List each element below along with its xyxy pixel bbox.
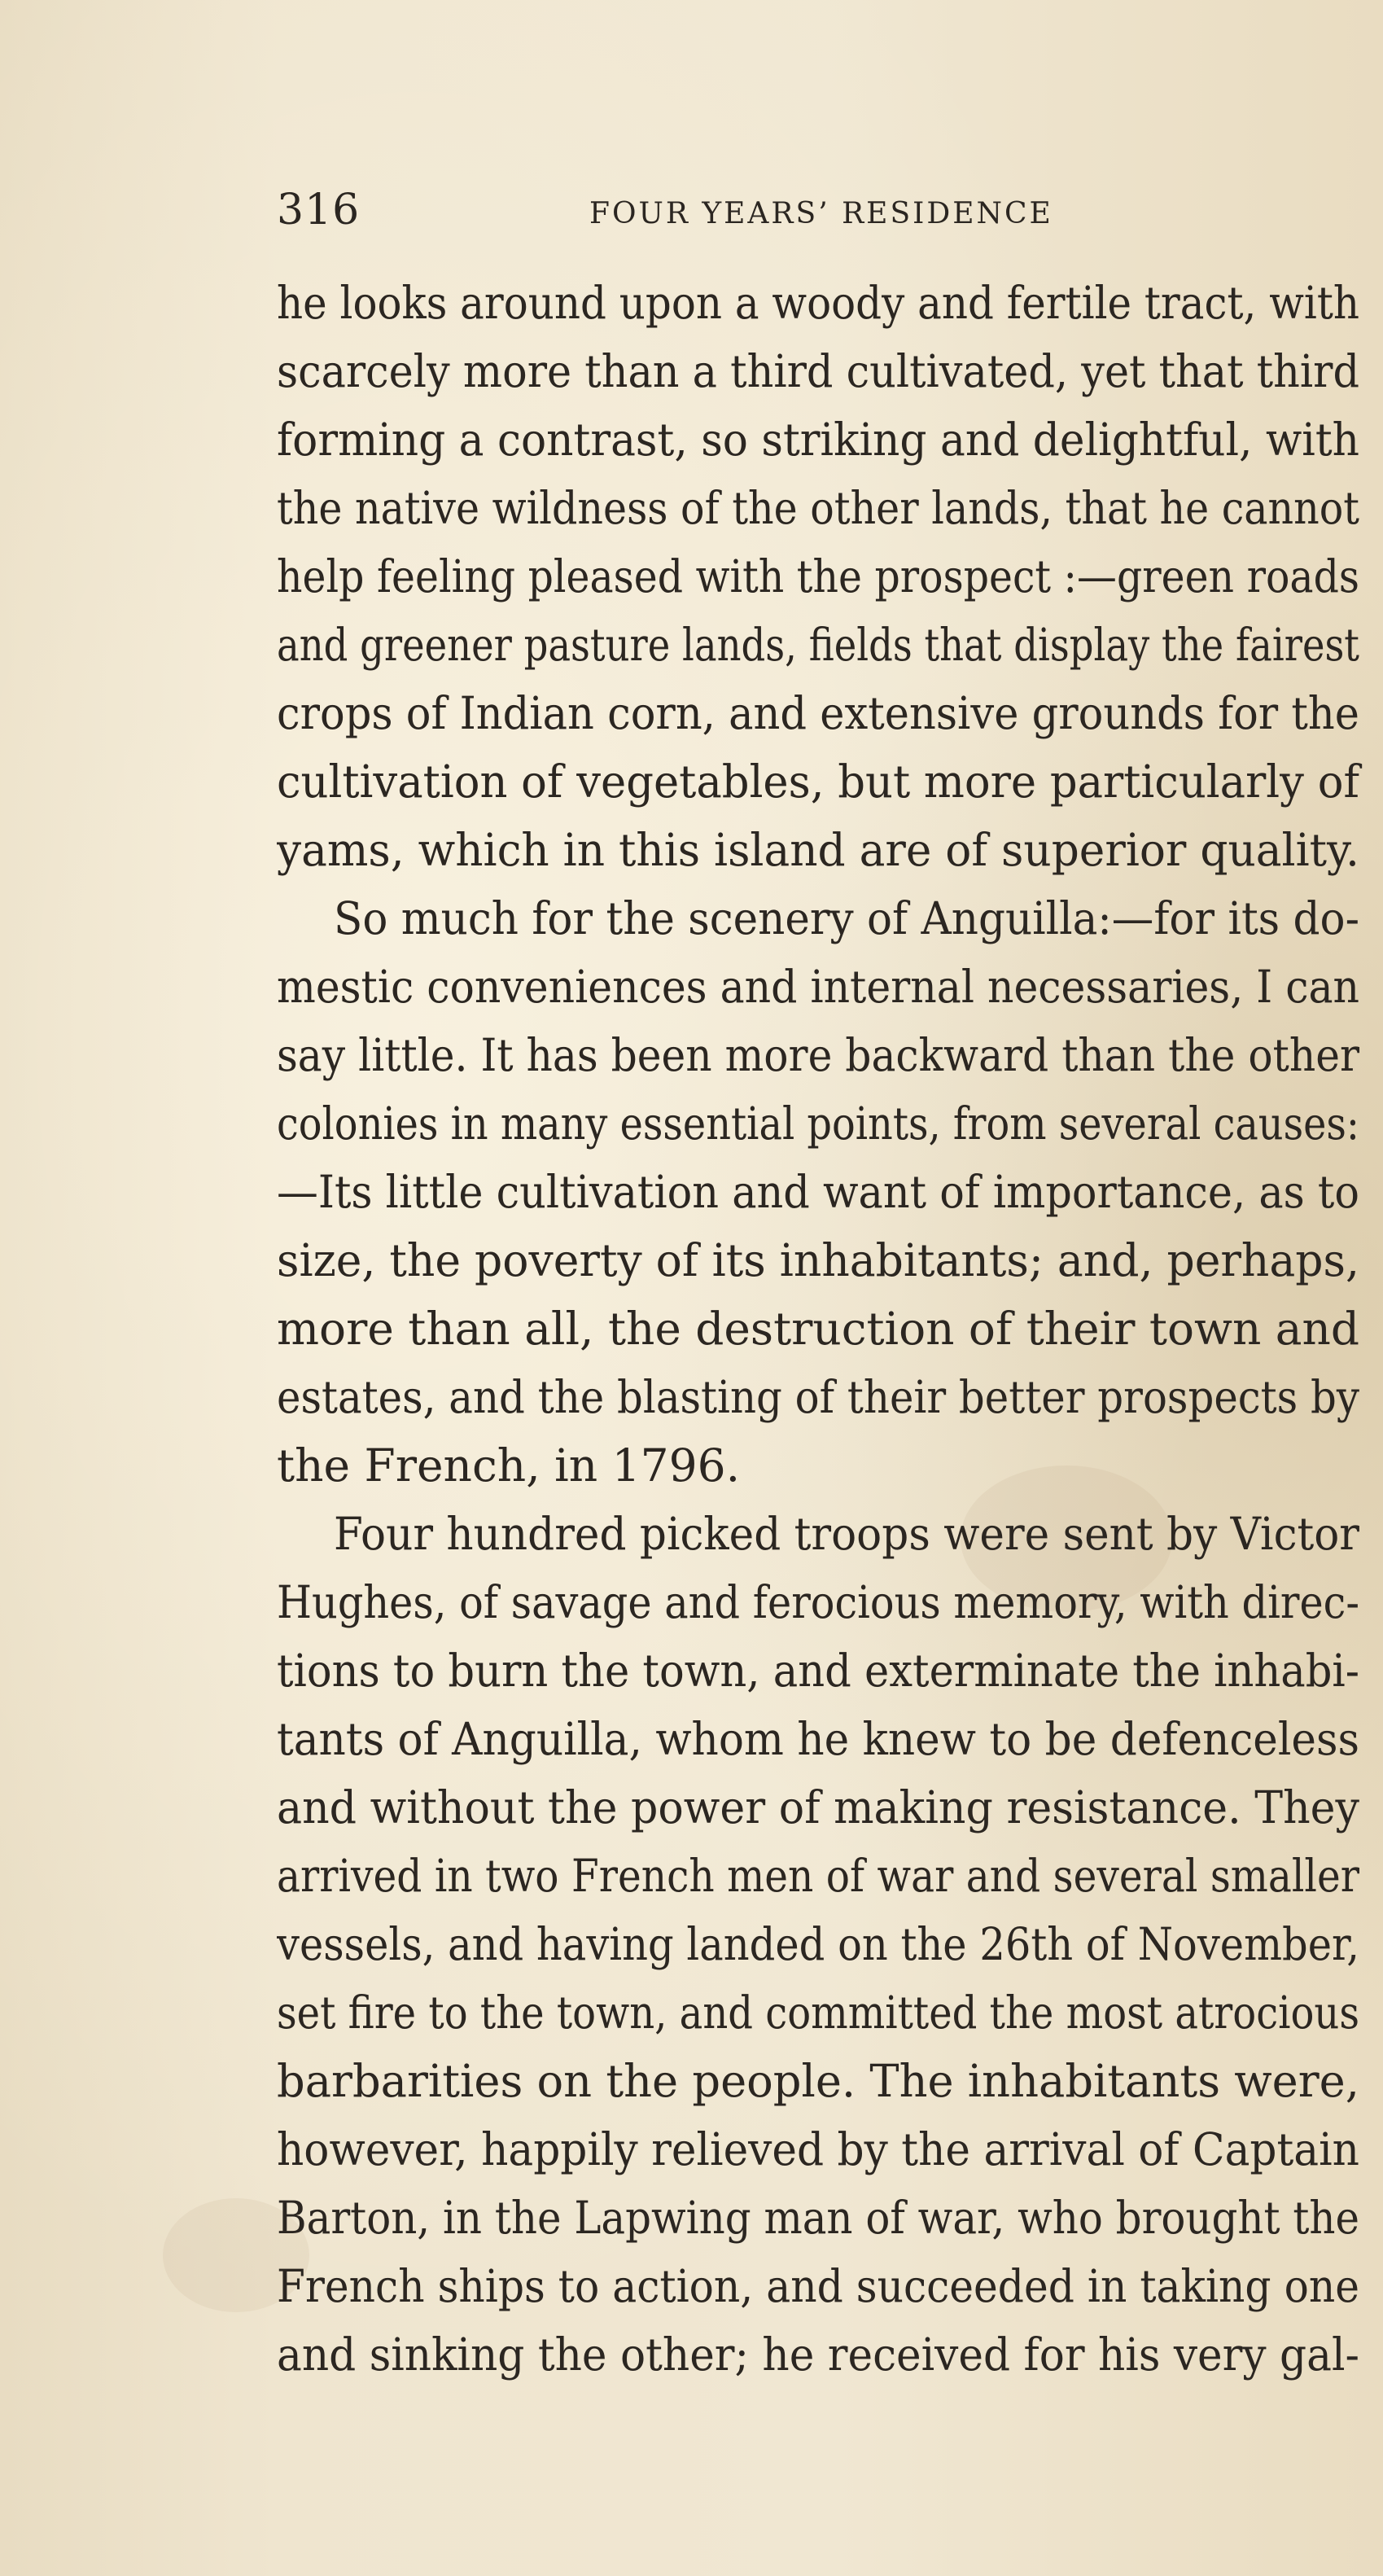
body-text [277, 269, 1376, 2389]
text-line: mestic conveniences and internal necessaries, I can [277, 961, 1359, 1013]
text-line: crops of Indian corn, and extensive grounds for the [277, 687, 1359, 739]
text-line: yams, which in this island are of superior quality. [277, 824, 1359, 876]
text-line: help feeling pleased with the prospect :—green roads [277, 550, 1359, 602]
text-line: Barton, in the Lapwing man of war, who brought the [277, 2192, 1359, 2244]
text-line: he looks around upon a woody and fertile tract, with [277, 277, 1359, 329]
text-line: forming a contrast, so striking and delightful, with [277, 414, 1359, 466]
text-line: tants of Anguilla, whom he knew to be defenceless [277, 1713, 1359, 1765]
text-line: tions to burn the town, and exterminate the inhabi- [277, 1645, 1359, 1697]
text-line: more than all, the destruction of their town and [277, 1303, 1359, 1355]
text-line: size, the poverty of its inhabitants; and, perhaps, [277, 1234, 1359, 1286]
text-line: the native wildness of the other lands, that he cannot [277, 482, 1359, 534]
text-line: Four hundred picked troops were sent by Victor [334, 1508, 1359, 1560]
text-line: however, happily relieved by the arrival of Captain [277, 2123, 1359, 2175]
text-line: cultivation of vegetables, but more particularly of [277, 756, 1359, 808]
text-line: estates, and the blasting of their better prospects by [277, 1371, 1359, 1423]
text-line: the French, in 1796. [277, 1439, 741, 1492]
text-line: and greener pasture lands, fields that display the fairest [277, 619, 1359, 671]
text-line: vessels, and having landed on the 26th of November, [277, 1918, 1359, 1970]
text-line: colonies in many essential points, from several causes: [277, 1097, 1359, 1150]
text-line: barbarities on the people. The inhabitants were, [277, 2055, 1359, 2107]
text-line: arrived in two French men of war and several smaller [277, 1850, 1359, 1902]
text-line: say little. It has been more backward than the other [277, 1029, 1359, 1081]
running-head: FOUR YEARS’ RESIDENCE [589, 197, 1053, 230]
text-line: Hughes, of savage and ferocious memory, with direc- [277, 1576, 1359, 1628]
page-number: 316 [277, 186, 361, 234]
text-line: and sinking the other; he received for his very gal- [277, 2328, 1359, 2381]
text-line: set fire to the town, and committed the most atrocious [277, 1987, 1359, 2039]
text-line: —Its little cultivation and want of importance, as to [277, 1166, 1359, 1218]
page-header [277, 186, 1383, 251]
text-line: and without the power of making resistance. They [277, 1781, 1359, 1833]
text-line: French ships to action, and succeeded in taking one [277, 2260, 1359, 2312]
text-line: scarcely more than a third cultivated, yet that third [277, 345, 1359, 397]
text-line: So much for the scenery of Anguilla:—for its do- [334, 892, 1359, 944]
